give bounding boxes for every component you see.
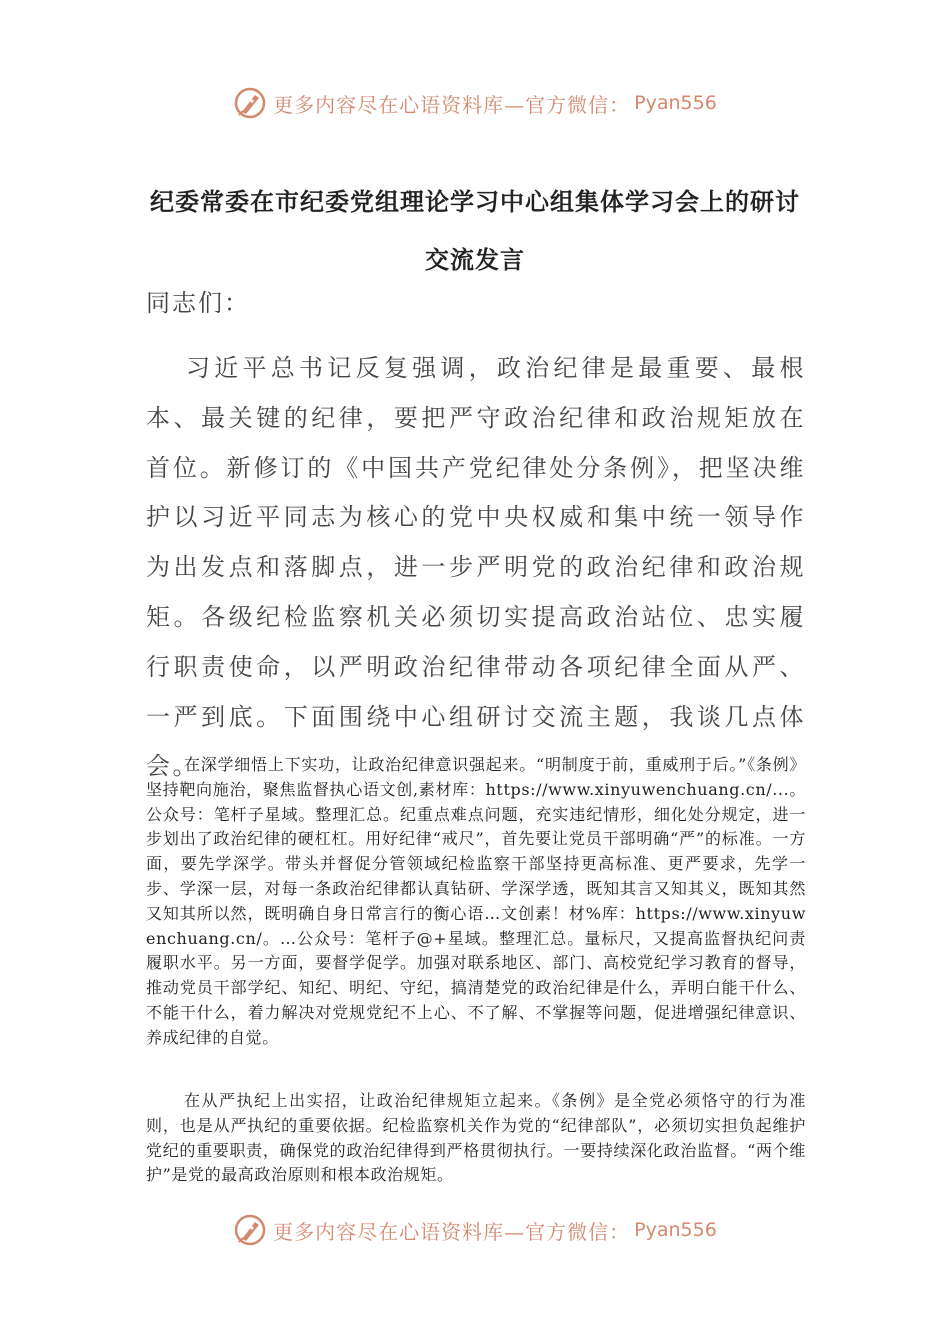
fountain-pen-logo-icon [233,86,267,120]
body-paragraph-1: 在深学细悟上下实功，让政治纪律意识强起来。“明制度于前，重威刑于后。”《条例》坚持靶向施治，聚焦监督执心语文创,素材库：https://www.xinyuwenchuang.cn/...。公众号：笔杆子星域。整理汇总。纪重点难点问题，充实违纪情形，细化处分规定，进一步划出了政治纪律的硬杠杠。用好纪律“戒尺”，首先要让党员干部明确“严”的标准。一方面，要先学深学。带头并督促分管领域纪检监察干部坚持更高标准、更严要求，先学一步、学深一层，对每一条政治纪律都认真钻研、学深学透，既知其言又知其义，既知其然又知其所以然，既明确自身日常言行的衡心语…文创素！材%库：https://www.xinyuwenchuang.cn/。…公众号：笔杆子@+星域。整理汇总。量标尺，又提高监督执纪问责履职水平。另一方面，要督学促学。加强对联系地区、部门、高校党纪学习教育的督导，推动党员干部学纪、知纪、明纪、守纪，搞清楚党的政治纪律是什么，弄明白能干什么、不能干什么，着力解决对党规党纪不上心、不了解、不掌握等问题，促进增强纪律意识、养成纪律的自觉。 [146,755,806,1047]
body-paragraph-2: 在从严执纪上出实招，让政治纪律规矩立起来。《条例》是全党必须恪守的行为准则，也是从严执纪的重要依据。纪检监察机关作为党的“纪律部队”，必须切实担负起维护党纪的重要职责，确保党的政治纪律得到严格贯彻执行。一要持续深化政治监督。“两个维护”是党的最高政治原则和根本政治规矩。 [146,1091,806,1185]
banner-text: 更多内容尽在心语资料库—官方微信： [273,92,631,117]
page-title: 纪委常委在市纪委党组理论学习中心组集体学习会上的研讨交流发言 [150,188,800,274]
banner-text: 更多内容尽在心语资料库—官方微信： [273,1219,631,1244]
fountain-pen-logo-icon [233,1213,267,1247]
footer-banner [0,1210,950,1250]
banner-wechat-id: Pyan556 [634,92,717,114]
salutation: 同志们： [146,289,250,317]
header-banner [0,83,950,123]
banner-wechat-id: Pyan556 [634,1219,717,1241]
lead-paragraph: 习近平总书记反复强调，政治纪律是最重要、最根本、最关键的纪律，要把严守政治纪律和政治规矩放在首位。新修订的《中国共产党纪律处分条例》，把坚决维护以习近平同志为核心的党中央权威和集中统一领导作为出发点和落脚点，进一步严明党的政治纪律和政治规矩。各级纪检监察机关必须切实提高政治站位、忠实履行职责使命，以严明政治纪律带动各项纪律全面从严、一严到底。下面围绕中心组研讨交流主题，我谈几点体会。 [146,354,806,781]
